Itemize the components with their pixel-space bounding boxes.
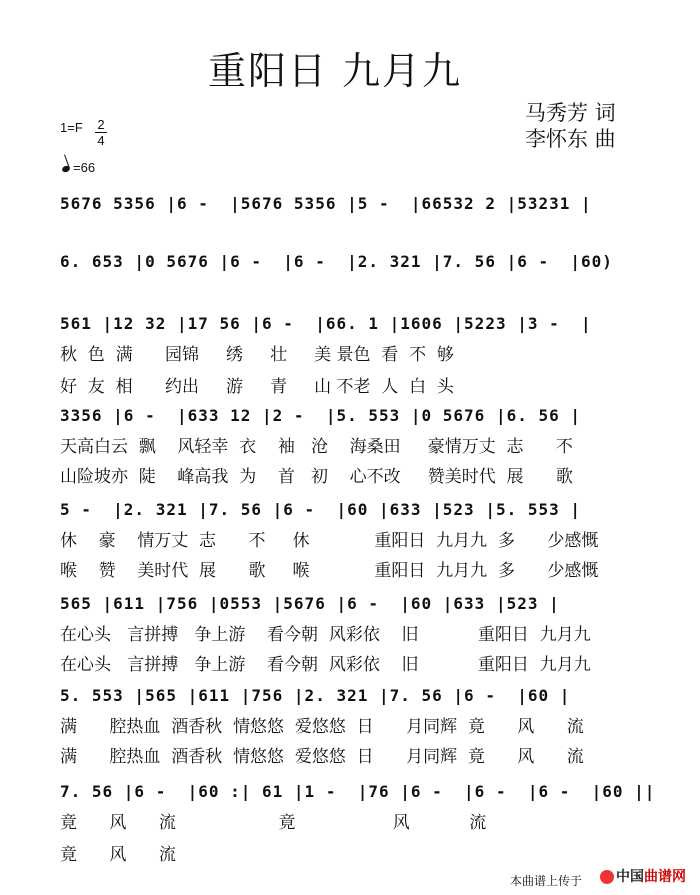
- notation: 7. 56 |6 - |60 :| 61 |1 - |76 |6 - |6 - |6 - |60 ||: [60, 782, 656, 801]
- time-sig-top: 2: [97, 117, 105, 132]
- notation: 3356 |6 - |633 12 |2 - |5. 553 |0 5676 |6. 56 |: [60, 406, 582, 425]
- credits: [525, 100, 616, 152]
- music-line-2: [60, 252, 660, 286]
- lyric-line: 休 豪 情万丈 志 不 休 重阳日 九月九 多 少感慨: [60, 531, 599, 551]
- notation: 5. 553 |565 |611 |756 |2. 321 |7. 56 |6 - |60 |: [60, 686, 571, 705]
- notation: 565 |611 |756 |0553 |5676 |6 - |60 |633 |523 |: [60, 594, 560, 613]
- site-logo[interactable]: [600, 866, 686, 886]
- lyric-line: 满 腔热血 酒香秋 情悠悠 爱悠悠 日 月同辉 竟 风 流: [60, 717, 584, 737]
- logo-icon: [600, 870, 614, 884]
- song-title: 重阳日 九月九: [207, 49, 463, 93]
- key-signature: 1=F: [60, 120, 83, 135]
- lyric-line: 山险坡亦 陡 峰高我 为 首 初 心不改 赞美时代 展 歌: [60, 467, 573, 487]
- lyric-line: 在心头 言拼搏 争上游 看今朝 风彩依 旧 重阳日 九月九: [60, 625, 591, 645]
- notation: 561 |12 32 |17 56 |6 - |66. 1 |1606 |5223 |3 - |: [60, 314, 592, 333]
- lyric-line: 天高白云 飘 风轻幸 衣 袖 沧 海桑田 豪情万丈 志 不: [60, 437, 573, 457]
- notation: 5676 5356 |6 - |5676 5356 |5 - |66532 2 |53231 |: [60, 194, 592, 213]
- music-line-1: [60, 194, 660, 228]
- time-sig-bottom: 4: [97, 133, 105, 148]
- lyric-line: 竟 风 流 竟 风 流: [60, 813, 487, 833]
- upload-note: 本曲谱上传于: [510, 874, 583, 888]
- logo-site: 曲谱网: [644, 868, 686, 884]
- lyric-line: 竟 风 流: [60, 845, 176, 865]
- quarter-note-icon: [61, 165, 71, 173]
- lyric-line: 满 腔热血 酒香秋 情悠悠 爱悠悠 日 月同辉 竟 风 流: [60, 747, 584, 767]
- notation: 5 - |2. 321 |7. 56 |6 - |60 |633 |523 |5. 553 |: [60, 500, 582, 519]
- tempo-value: =66: [73, 160, 96, 175]
- lyric-line: 秋 色 满 园锦 绣 壮 美 景色 看 不 够: [60, 345, 454, 365]
- logo-brand: 中国: [616, 868, 644, 884]
- time-signature: [95, 118, 107, 147]
- notation: 6. 653 |0 5676 |6 - |6 - |2. 321 |7. 56 |6 - |60): [60, 252, 613, 271]
- composer: 李怀东 曲: [525, 127, 616, 151]
- tempo-mark: [62, 160, 95, 175]
- lyricist: 马秀芳 词: [525, 101, 616, 125]
- lyric-line: 在心头 言拼搏 争上游 看今朝 风彩依 旧 重阳日 九月九: [60, 655, 591, 675]
- lyric-line: 喉 赞 美时代 展 歌 喉 重阳日 九月九 多 少感慨: [60, 561, 599, 581]
- lyric-line: 好 友 相 约出 游 青 山 不老 人 白 头: [60, 377, 454, 397]
